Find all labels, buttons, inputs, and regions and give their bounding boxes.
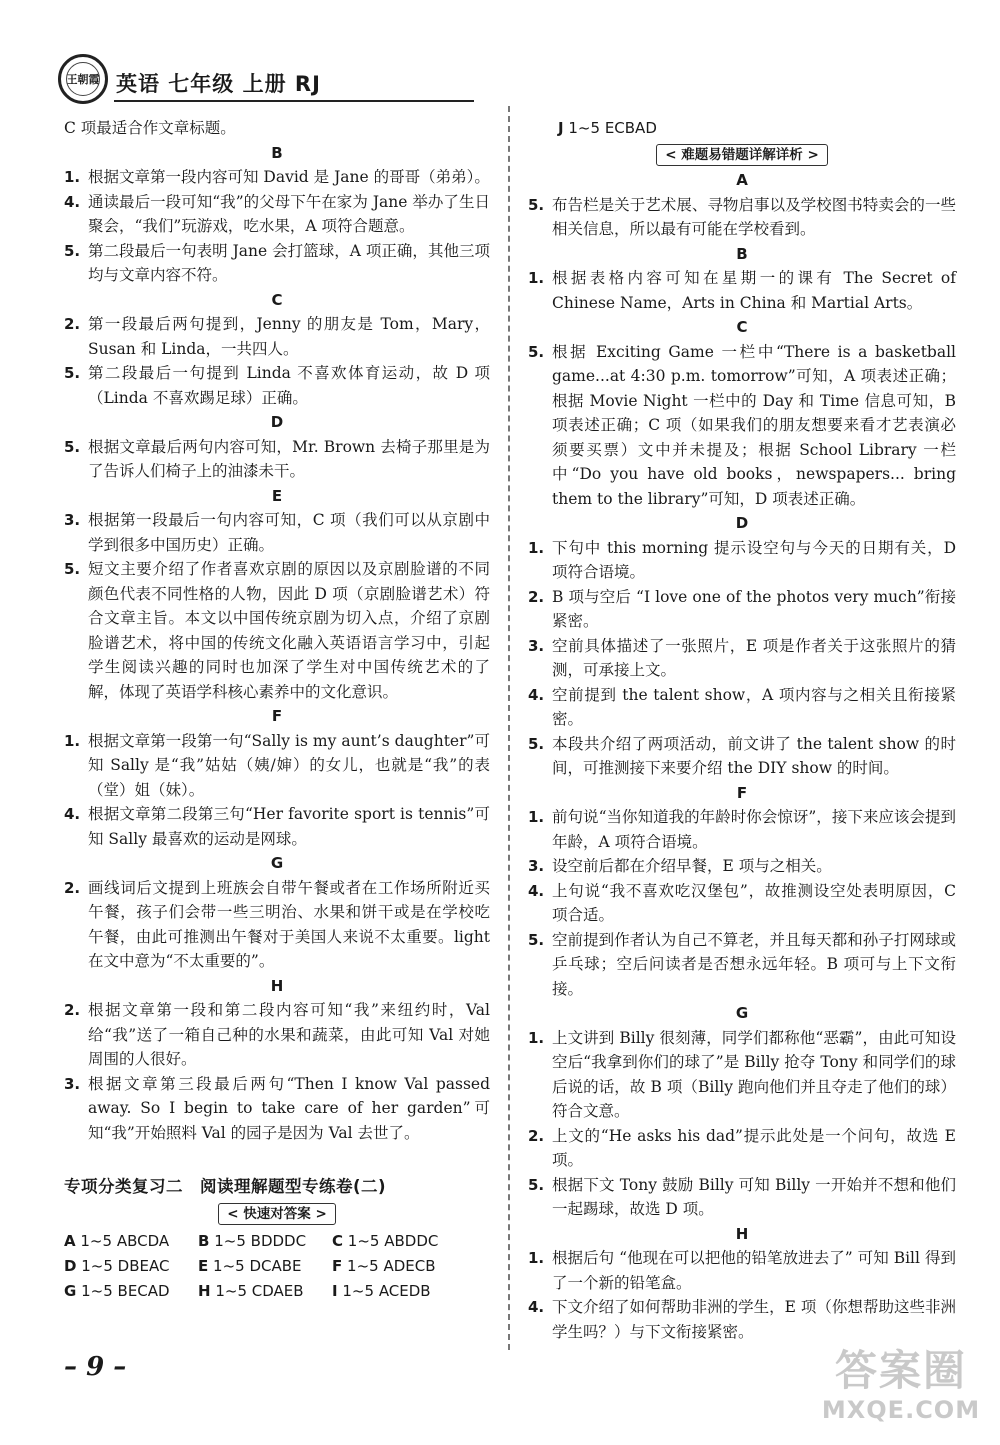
analysis-item <box>64 312 490 361</box>
analysis-item <box>528 1295 956 1344</box>
analysis-item <box>528 1026 956 1124</box>
item-number: 5. <box>528 1175 545 1194</box>
analysis-item <box>528 340 956 512</box>
section-letter: D <box>270 413 284 431</box>
item-number: 1. <box>528 808 545 826</box>
item-text: 空前提到作者认为自己不算老，并且每天都和孙子打网球或乒乓球；空后问读者是否想永远年轻。B 项可与上下文衔接。 <box>552 930 956 998</box>
item-text: 通读最后一段可知“我”的父母下午在家为 Jane 举办了生日聚会，“我们”玩游戏，吃水果，A 项符合题意。 <box>88 192 490 235</box>
publisher-logo <box>58 54 108 104</box>
item-number: 2. <box>64 315 81 333</box>
analysis-header <box>528 144 956 166</box>
answer-cell <box>198 1254 332 1279</box>
analysis-item <box>64 508 490 557</box>
item-number: 5. <box>528 734 545 753</box>
answer-range: 1~5 <box>80 1232 113 1250</box>
analysis-item <box>64 190 490 239</box>
answer-cell <box>198 1229 332 1254</box>
answer-ans: CDAEB <box>251 1282 304 1300</box>
section-letter: H <box>735 1224 749 1243</box>
right-column <box>528 116 956 1344</box>
analysis-item <box>64 876 490 974</box>
answer-key: D <box>64 1257 77 1275</box>
section-letter: F <box>271 707 283 725</box>
answer-ans: ACEDB <box>378 1282 431 1300</box>
section-letter: D <box>735 514 749 532</box>
section-title: 专项分类复习二 阅读理解题型专练卷(二) <box>64 1177 387 1196</box>
analysis-item <box>64 802 490 851</box>
answer-row <box>64 1279 490 1304</box>
answer-key: G <box>64 1282 77 1300</box>
item-text: 设空前后都在介绍早餐，E 项与之相关。 <box>552 857 832 875</box>
item-text: 根据后句 “他现在可以把他的铅笔放进去了” 可知 Bill 得到了一个新的铅笔盒。 <box>552 1249 956 1292</box>
item-text: 第一段最后两句提到，Jenny 的朋友是 Tom，Mary，Susan 和 Linda，一共四人。 <box>88 315 490 358</box>
answer-cell <box>64 1229 198 1254</box>
item-number: 4. <box>528 685 545 704</box>
item-number: 5. <box>64 437 81 456</box>
item-number: 2. <box>64 878 81 897</box>
answer-range: 1~5 <box>214 1232 246 1250</box>
item-text: 根据文章第二段第三句“Her favorite sport is tennis”可知 Sally 最喜欢的运动是网球。 <box>88 805 490 848</box>
item-text: 上文讲到 Billy 很刻薄，同学们都称他“恶霸”，由此可知设空后“我拿到你们的球了”是 Billy 抢夺 Tony 和同学们的球后说的话，故 B 项（Billy 跑向他们并且夺走了他们的球）符合文意。 <box>552 1028 956 1120</box>
header-rule <box>114 100 474 102</box>
section-letter: C <box>736 318 748 336</box>
item-text: 根据文章第一段和第二段内容可知“我”来纽约时，Val 给“我”送了一箱自己种的水果和蔬菜，由此可知 Val 对她周围的人很好。 <box>88 1001 490 1068</box>
item-text: 根据 Exciting Game 一栏中“There is a basketball game...at 4:30 p.m. tomorrow”可知，A 项表述正确；根据 Movie Night 一栏中的 Day 和 Time 信息可知，B 项表述正确；C 项（如果我们的朋友想要来看才艺表演必须要买票）文中并未提及；根据 School Library 一栏中“Do you have old books，newspapers... bring them to the library”可知，D 项表述正确。 <box>552 342 956 508</box>
answer-cell <box>332 1229 466 1254</box>
answer-key: E <box>198 1257 209 1275</box>
item-number: 5. <box>64 241 81 260</box>
quick-answers-header <box>64 1203 490 1225</box>
answer-range: 1~5 <box>347 1232 380 1250</box>
analysis-item <box>528 928 956 1002</box>
section-letter: B <box>736 244 748 263</box>
page-number: – 9 – <box>64 1352 127 1382</box>
item-text: 根据第一段最后一句内容可知，C 项（我们可以从京剧中学到很多中国历史）正确。 <box>88 511 490 554</box>
analysis-item <box>528 193 956 242</box>
item-number: 5. <box>64 364 81 382</box>
intro-text: C 项最适合作文章标题。 <box>64 119 236 137</box>
answer-range: 1~5 <box>568 119 601 137</box>
item-number: 2. <box>528 1126 545 1145</box>
book-title: 英语 七年级 上册 RJ <box>116 72 321 96</box>
answer-range: 1~5 <box>213 1257 245 1275</box>
item-text: 上文的“He asks his dad”提示此处是一个问句，故选 E 项。 <box>552 1126 956 1169</box>
analysis-item <box>528 1246 956 1295</box>
answer-cell <box>332 1279 466 1304</box>
watermark <box>816 1347 986 1437</box>
analysis-item <box>528 879 956 928</box>
item-number: 3. <box>64 511 81 529</box>
item-number: 4. <box>528 881 545 900</box>
analysis-item <box>64 1072 490 1146</box>
item-text: 本段共介绍了两项活动，前文讲了 the talent show 的时间，可推测接下来要介绍 the DIY show 的时间。 <box>552 734 956 777</box>
item-number: 4. <box>64 805 81 823</box>
item-text: 前句说“当你知道我的年龄时你会惊讶”，接下来应该会提到年龄，A 项符合语境。 <box>552 808 956 851</box>
analysis-item <box>528 266 956 315</box>
section-letter: H <box>270 976 284 995</box>
answer-cell <box>332 1254 466 1279</box>
answer-range: 1~5 <box>342 1282 375 1300</box>
answer-cell <box>64 1279 198 1304</box>
analysis-item <box>528 732 956 781</box>
answer-ans: DCABE <box>249 1257 302 1275</box>
item-number: 1. <box>64 168 81 186</box>
item-text: 根据文章最后两句内容可知，Mr. Brown 去椅子那里是为了告诉人们椅子上的油漆未干。 <box>88 437 490 480</box>
left-column <box>64 116 490 1304</box>
answer-value: ECBAD <box>604 119 657 137</box>
analysis-item <box>528 805 956 854</box>
answer-ans: ABDDC <box>384 1232 439 1250</box>
answer-ans: DBEAC <box>117 1257 170 1275</box>
item-text: 根据文章第三段最后两句“Then I know Val passed away. So I begin to take care of her garden”可知“我”开始照料 Val 的园子是因为 Val 去世了。 <box>88 1074 490 1142</box>
analysis-item <box>64 361 490 410</box>
item-text: B 项与空后 “I love one of the photos very much”衔接紧密。 <box>552 587 956 630</box>
item-text: 根据文章第一段第一句“Sally is my aunt’s daughter”可知 Sally 是“我”姑姑（姨/婶）的女儿，也就是“我”的表（堂）姐（妹）。 <box>88 731 490 799</box>
answer-range: 1~5 <box>81 1257 113 1275</box>
answer-key: H <box>198 1282 211 1300</box>
item-number: 4. <box>64 192 81 211</box>
item-text: 第二段最后一句提到 Linda 不喜欢体育运动，故 D 项（Linda 不喜欢踢足球）正确。 <box>88 364 490 407</box>
page-header <box>58 54 478 110</box>
item-text: 短文主要介绍了作者喜欢京剧的原因以及京剧脸谱的不同颜色代表不同性格的人物，因此 D 项（京剧脸谱艺术）符合文章主旨。本文以中国传统京剧为切入点，介绍了京剧脸谱艺术，将中国的传统文化融入英语语言学习中，引起学生阅读兴趣的同时也加深了学生对中国传统艺术的了解，体现了英语学科核心素养中的文化意识。 <box>88 560 490 701</box>
watermark-top: 答案圈 <box>834 1346 967 1395</box>
analysis-item <box>64 998 490 1072</box>
left-sections <box>64 141 490 1146</box>
answer-key: F <box>332 1257 343 1275</box>
item-number: 5. <box>528 342 545 361</box>
section-letter: G <box>270 854 284 872</box>
answer-cell <box>64 1254 198 1279</box>
item-text: 空前具体描述了一张照片，E 项是作者关于这张照片的猜测，可承接上文。 <box>552 636 956 679</box>
right-sections <box>528 168 956 1344</box>
answer-key: C <box>332 1232 344 1250</box>
answer-range: 1~5 <box>347 1257 379 1275</box>
answer-j <box>558 116 956 140</box>
answer-key: B <box>198 1232 210 1250</box>
analysis-item <box>64 435 490 484</box>
answer-row <box>64 1254 490 1279</box>
answer-ans: ABCDA <box>116 1232 170 1250</box>
answer-key: I <box>332 1282 338 1300</box>
section-letter: A <box>736 171 748 189</box>
item-number: 1. <box>64 731 81 750</box>
item-number: 1. <box>528 269 545 287</box>
item-number: 1. <box>528 1028 545 1047</box>
section-letter: E <box>271 486 283 505</box>
analysis-item <box>528 585 956 634</box>
section-letter: B <box>271 143 283 162</box>
analysis-item <box>64 557 490 704</box>
analysis-badge: < 难题易错题详解详析 > <box>656 144 828 166</box>
item-number: 2. <box>64 1001 81 1019</box>
item-number: 3. <box>64 1074 81 1093</box>
analysis-item <box>528 854 956 879</box>
item-text: 下文介绍了如何帮助非洲的学生，E 项（你想帮助这些非洲学生吗？）与下文衔接紧密。 <box>552 1298 956 1341</box>
item-number: 3. <box>528 636 545 655</box>
answer-ans: BDDDC <box>250 1232 307 1250</box>
section-letter: F <box>736 783 748 802</box>
item-number: 1. <box>528 538 545 557</box>
section-letter: G <box>735 1004 749 1022</box>
item-number: 5. <box>528 930 545 949</box>
answer-ans: BECAD <box>117 1282 170 1300</box>
item-number: 4. <box>528 1298 545 1316</box>
section-letter: C <box>271 290 283 309</box>
analysis-item <box>528 536 956 585</box>
item-number: 2. <box>528 587 545 606</box>
column-divider <box>508 106 510 1350</box>
item-text: 上句说“我不喜欢吃汉堡包”，故推测设空处表明原因，C 项合适。 <box>552 881 956 924</box>
item-text: 空前提到 the talent show，A 项内容与之相关且衔接紧密。 <box>552 685 956 728</box>
item-text: 第二段最后一句表明 Jane 会打篮球，A 项正确，其他三项均与文章内容不符。 <box>88 241 490 284</box>
answer-cell <box>198 1279 332 1304</box>
item-text: 布告栏是关于艺术展、寻物启事以及学校图书特卖会的一些相关信息，所以最有可能在学校看到。 <box>552 195 956 238</box>
analysis-item <box>64 729 490 803</box>
analysis-item <box>64 239 490 288</box>
analysis-item <box>64 165 490 190</box>
analysis-label: 难题易错题详解详析 <box>681 147 803 163</box>
answer-ans: ADECB <box>383 1257 436 1275</box>
item-number: 3. <box>528 857 545 875</box>
watermark-bottom: MXQE.COM <box>821 1396 981 1424</box>
item-text: 根据下文 Tony 鼓励 Billy 可知 Billy 一开始并不想和他们一起踢球，故选 D 项。 <box>552 1175 956 1218</box>
page-number-value: 9 <box>86 1352 105 1382</box>
item-text: 根据文章第一段内容可知 David 是 Jane 的哥哥（弟弟）。 <box>88 168 490 186</box>
item-number: 1. <box>528 1249 545 1267</box>
item-number: 5. <box>64 560 81 578</box>
quick-answers-badge: < 快速对答案 > <box>218 1203 336 1225</box>
logo-text: 王朝霞 <box>66 73 100 86</box>
analysis-item <box>528 1124 956 1173</box>
item-text: 画线词后文提到上班族会自带午餐或者在工作场所附近买午餐，孩子们会带一些三明治、水果和饼干或是在学校吃午餐，由此可推测出午餐对于美国人来说不太重要。light 在文中意为“不太重要的”。 <box>88 878 490 970</box>
answer-key: A <box>64 1232 76 1250</box>
item-text: 下句中 this morning 提示设空句与今天的日期有关，D 项符合语境。 <box>552 538 956 581</box>
analysis-item <box>528 634 956 683</box>
analysis-item <box>528 683 956 732</box>
answer-key: J <box>558 119 564 137</box>
quick-answers-label: 快速对答案 <box>243 1206 311 1222</box>
answer-row <box>64 1229 490 1254</box>
answer-range: 1~5 <box>215 1282 247 1300</box>
analysis-item <box>528 1173 956 1222</box>
item-number: 5. <box>528 195 545 214</box>
quick-answers-grid <box>64 1229 490 1304</box>
item-text: 根据表格内容可知在星期一的课有 The Secret of Chinese Name，Arts in China 和 Martial Arts。 <box>552 269 956 312</box>
answer-range: 1~5 <box>81 1282 113 1300</box>
